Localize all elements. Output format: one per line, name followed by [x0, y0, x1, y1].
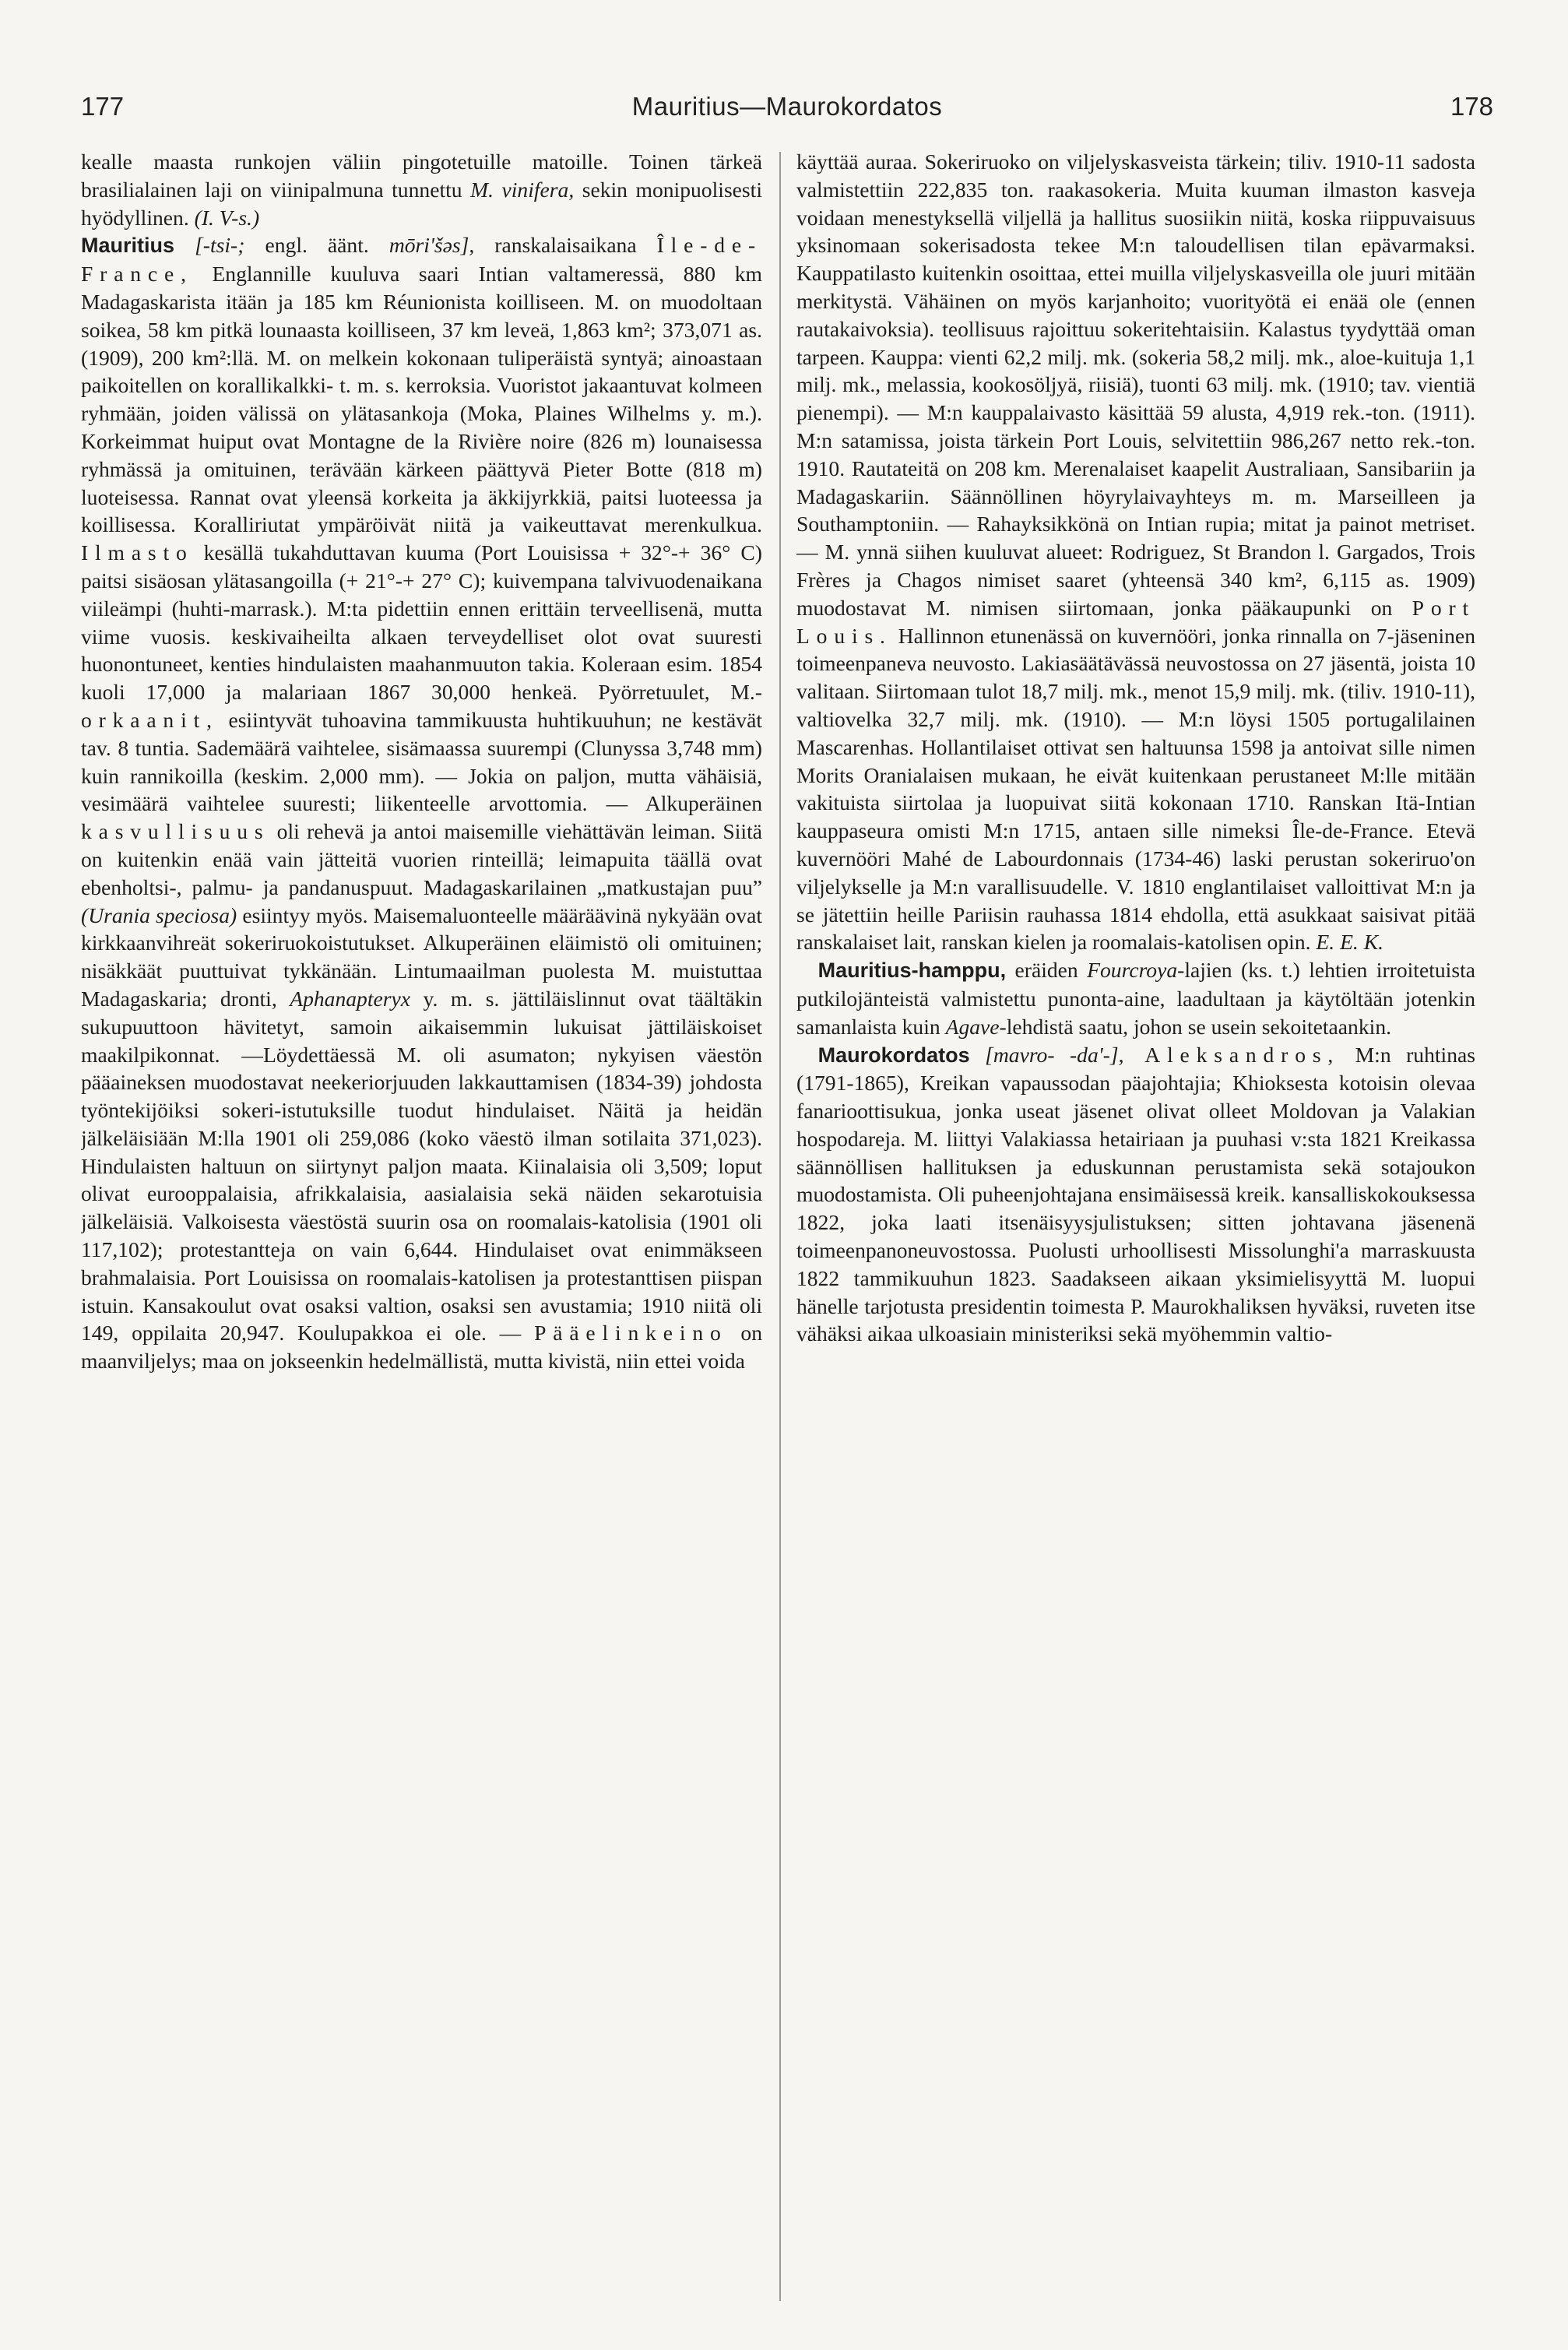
- lemma-mauritius: Mauritius: [81, 234, 175, 258]
- running-title: Mauritius—Maurokordatos: [631, 92, 943, 121]
- entry-mauritius: Mauritius [-tsi-; engl. äänt. mōri'šəs], ranskalaisaikana Île-de-France, Englannille kuuluva saari Intian valtameressä, 880 km Madagaskarista itään ja 185 km Réunionista koilliseen. M. on muodoltaan soikea, 58 km pitkä lounaasta koilliseen, 37 km leveä, 1,863 km²; 373,071 as. (1909), 200 km²:llä. M. on melkein kokonaan tuliperäistä syntyä; ainoastaan paikoitellen on korallikalkki- t. m. s. kerroksia. Vuoristot jakaantuvat kolmeen ryhmään, joiden välissä on ylätasankoja (Moka, Plaines Wilhelms y. m.). Korkeimmat huiput ovat Montagne de la Rivière noire (826 m) lounaisessa ryhmässä ja omituinen, terävään kärkeen päättyvä Pieter Botte (818 m) luoteisessa. Rannat ovat yleensä korkeita ja äkkijyrkkiä, paitsi luoteessa ja koillisessa. Koralliriutat ympäröivät niitä ja vaikeuttavat merenkulkua. Ilmasto kesällä tukahduttavan kuuma (Port Louisissa + 32°-+ 36° C) paitsi sisäosan ylätasangoilla (+ 21°-+ 27° C); kuivempana talvivuodenaikana viileämpi (huhti-marrask.). M:ta pidettiin ennen erittäin terveellisenä, mutta viime vuosis. keskivaiheilta alkaen terveydelliset olot ovat suuresti huonontuneet, kenties hindulaisten maahanmuuton takia. Koleraan esim. 1854 kuoli 17,000 ja malariaan 1867 30,000 henkeä. Pyörretuulet, M.-orkaanit, esiintyvät tuhoavina tammikuusta huhtikuuhun; ne kestävät tav. 8 tuntia. Sademäärä vaihtelee, sisämaassa suurempi (Clunyssa 3,748 mm) kuin rannikoilla (keskim. 2,000 mm). — Jokia on paljon, mutta vähäisiä, vesimäärä vaihtelee suuresti; liikenteelle arvottomia. — Alkuperäinen kasvullisuus oli rehevä ja antoi maisemille viehättävän leiman. Siitä on kuitenkin enää vain jätteitä vuorien rinteillä; leimapuita täällä ovat ebenholtsi-, palmu- ja pandanuspuut. Madagaskarilainen „matkustajan puu” (Urania speciosa) esiintyy myös. Maisemaluonteelle määräävinä nykyään ovat kirkkaanvihreät sokeriruokoistutukset. Alkuperäinen eläimistö oli omituinen; nisäkkäät puuttuivat tykkänään. Lintumaailman puolesta M. muistuttaa Madagaskaria; dronti, Aphanapteryx y. m. s. jättiläislinnut ovat täältäkin sukupuuttoon hävitetyt, samoin aikaisemmin lukuisat jättiläiskoiset maakilpikonnat. —Löydettäessä M. oli asumaton; nykyisen väestön pääaineksen muodostavat neekeriorjuuden lakkauttamisen (1834-39) johdosta työntekijöiksi sokeri-istutuksille tuodut hindulaiset. Näitä ja heidän jälkeläisiään M:lla 1901 oli 259,086 (koko väestö ilman sotilaita 371,023). Hindulaisten haltuun on siirtynyt paljon maata. Kiinalaisia oli 3,509; loput olivat eurooppalaisia, afrikkalaisia, aasialaisia sekä näiden sekarotuisia jälkeläisiä. Valkoisesta väestöstä suurin osa on roomalais-katolisia (1901 oli 117,102); protestantteja on vain 6,644. Hindulaiset ovat enimmäkseen brahmalaisia. Port Louisissa on roomalais-katolisen ja protestanttisen piispan istuin. Kansakoulut ovat osaksi valtion, osaksi sen avustamia; 1910 niitä oli 149, oppilaita 20,947. Koulupakkoa ei ole. — Pääelinkeino on maanviljelys; maa on jokseenkin hedelmällistä, mutta kivistä, niin ettei voida: [81, 233, 762, 1374]
- lemma-mauritius-hamppu: Mauritius-hamppu,: [817, 959, 1007, 983]
- column-divider: [779, 152, 781, 2301]
- signature: E. E. K.: [1316, 930, 1384, 955]
- left-column: [81, 148, 762, 2320]
- page-number-left: 177: [81, 92, 125, 121]
- page-header: [81, 92, 1493, 132]
- right-column: [796, 148, 1475, 2320]
- entry-mauritius-hamppu: Mauritius-hamppu, eräiden Fourcroya-lajien (ks. t.) lehtien irroitetuista putkilojänteistä valmistettu punonta-aine, laadultaan ja käytöltään jotenkin samanlaista kuin Agave-lehdistä saatu, johon se usein sekoitetaankin.: [796, 958, 1475, 1039]
- lemma-maurokordatos: Maurokordatos: [817, 1043, 970, 1067]
- paragraph-vinifera: kealle maasta runkojen väliin pingotetuille matoille. Toinen tärkeä brasilialainen laji on viinipalmuna tunnettu M. vinifera, sekin monipuolisesti hyödyllinen. (I. V-s.): [81, 150, 762, 230]
- entry-mauritius-continued: käyttää auraa. Sokeriruoko on viljelyskasveista tärkein; tiliv. 1910-11 sadosta valmistettiin 222,835 ton. raakasokeria. Muita kuuman ilmaston kasveja voidaan menestyksellä viljellä ja hallitus suosiikin niitä, koska riippuvaisuus yksinomaan sokerisadosta tekee M:n taloudellisen tilan epävarmaksi. Kauppatilasto kuitenkin osoittaa, ettei muilla viljelyskasveilla ole juuri mitään merkitystä. Vähäinen on myös karjanhoito; vuorityötä ei enää ole (ennen rautakaivoksia). teollisuus rajoittuu sokeritehtaisiin. Kalastus tyydyttää oman tarpeen. Kauppa: vienti 62,2 milj. mk. (sokeria 58,2 milj. mk., aloe-kuituja 1,1 milj. mk., melassia, kookosöljyä, riisiä), tuonti 63 milj. mk. (1910; tav. vientiä pienempi). — M:n kauppalaivasto käsittää 59 alusta, 4,919 rek.-ton. (1911). M:n satamissa, joista tärkein Port Louis, selvitettiin 986,267 netto rek.-ton. 1910. Rautateitä on 208 km. Merenalaiset kaapelit Australiaan, Sansibariin ja Madagaskariin. Säännöllinen höyrylaivayhteys m. m. Marseilleen ja Southamptoniin. — Rahayksikkönä on Intian rupia; mitat ja painot metriset. — M. ynnä siihen kuuluvat alueet: Rodriguez, St Brandon l. Gargados, Trois Frères ja Chagos nimiset saaret (yhteensä 340 km², 6,115 as. 1909) muodostavat M. nimisen siirtomaan, jonka pääkaupunki on Port Louis. Hallinnon etunenässä on kuvernööri, jonka rinnalla on 7-jäseninen toimeenpaneva neuvosto. Lakiasäätävässä neuvostossa on 27 jäsentä, joista 10 valitaan. Siirtomaan tulot 18,7 milj. mk., menot 15,9 milj. mk. (tiliv. 1910-11), valtiovelka 32,7 milj. mk. (1910). — M:n löysi 1505 portugalilainen Mascarenhas. Hollantilaiset ottivat sen haltuunsa 1598 ja antoivat sille nimen Morits Oranialaisen mukaan, he eivät kuitenkaan perustaneet M:lle mitään vakituista siirtolaa ja luopuivat siitä kokonaan 1710. Ranskan Itä-Intian kauppaseura omisti M:n 1715, antaen sille nimeksi Île-de-France. Etevä kuvernööri Mahé de Labourdonnais (1734-46) laski perustan sokeriruo'on viljelykselle ja M:n varallisuudelle. V. 1810 englantilaiset valloittivat M:n ja se jätettiin heille Pariisin rauhassa 1814 ehdolla, että asukkaat saisivat pitää ranskalaiset lait, ranskan kielen ja roomalais-katolisen opin. E. E. K.: [796, 150, 1475, 955]
- entry-maurokordatos: Maurokordatos [mavro- -da'-], Aleksandros, M:n ruhtinas (1791-1865), Kreikan vapaussodan päajohtajia; Khioksesta kotoisin olevaa fanarioottisukua, jonka useat jäsenet olivat olleet Moldovan ja Valakian hospodareja. M. liittyi Valakiassa hetairiaan ja puuhasi v:sta 1821 Kreikassa säännöllisen hallituksen ja eduskunnan perustamista sekä sotajoukon muodostamista. Oli puheenjohtajana ensimäisessä kreik. kansalliskokouksessa 1822, joka laati itsenäisyysjulistuksen; sitten johtavana jäsenenä toimeenpanoneuvostossa. Puolusti urhoollisesti Missolunghi'a marraskuusta 1822 tammikuuhun 1823. Saadakseen aikaan yksimielisyyttä M. luopui hänelle tarjotusta presidentin toimesta P. Maurokhaliksen hyväksi, ruveten itse vähäksi aikaa ulkoasiain ministeriksi sekä myöhemmin valtio-: [796, 1042, 1475, 1346]
- page-number-right: 178: [1450, 92, 1493, 121]
